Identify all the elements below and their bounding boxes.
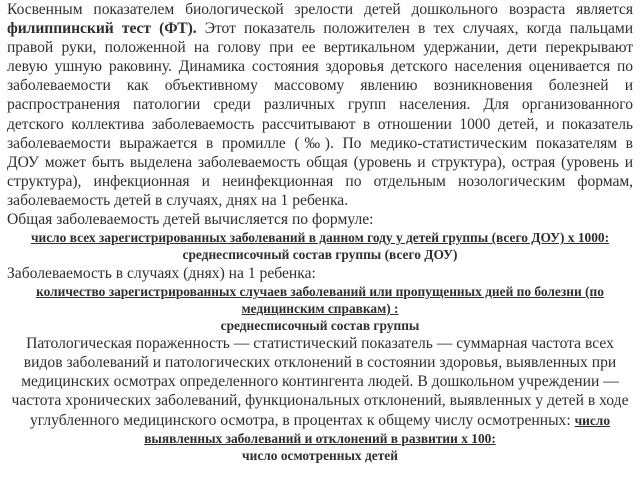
text-line: детского коллектива заболеваемость рассчитывают в отношении 1000 детей, и показатель (7, 115, 633, 133)
formula-numerator: число всех зарегистрированных заболеваний в данном году у детей группы (всего ДОУ) х 1000: (30, 230, 610, 246)
text-line: заболеваемости как объективному массовому явлению возникновения болезней и (7, 77, 633, 95)
text-line: распространения патологии среди различных групп населения. Для организованного (7, 96, 633, 114)
text-line: ДОУ может быть выделена заболеваемость общая (уровень и структура), острая (уровень и (7, 153, 633, 171)
formula-numerator: выявленных заболеваний и отклонений в развитии х 100: (144, 430, 496, 446)
formula-denominator: число осмотренных детей (242, 447, 398, 463)
text-line: левую ушную раковину. Динамика состояния здоровья детского населения оценивается по (7, 58, 633, 76)
formula-numerator: количество зарегистрированных случаев заболеваний или пропущенных дней по болезни (по (36, 283, 604, 299)
formula-intro: Общая заболеваемость детей вычисляется по формуле: (7, 211, 374, 229)
text-line: Косвенным показателем биологической зрелости детей дошкольного возраста является (7, 1, 633, 18)
text-line: Патологическая пораженность — статистический показатель — суммарная частота всех (26, 335, 614, 353)
text-line: заболеваемости выражается в промилле (‰). По медико-статистическим показателям в (7, 134, 633, 152)
text-fragment: углубленного медицинского осмотра, в процентах к общему числу осмотренных: (29, 411, 575, 429)
paragraph-pathological-prevalence (7, 334, 633, 464)
formula-denominator: среднесписочный состав группы (всего ДОУ) (182, 247, 458, 263)
text-line (7, 19, 633, 38)
formula-cases-per-child (7, 264, 633, 335)
formula-denominator: среднесписочный состав группы (220, 317, 420, 333)
formula-general-morbidity (7, 210, 633, 263)
philippine-test-term: филиппинский тест (ФТ). (7, 20, 197, 38)
text-line: частота хронических заболеваний, функциональных отклонений, выявленных у детей в ходе (11, 392, 629, 410)
text-line: структура), инфекционная и неинфекционная по отдельным нозологическим формам, (7, 172, 633, 190)
text-line: правой руки, положенной на голову при ее вертикальном удержании, дети перекрывают (7, 39, 633, 57)
formula-numerator: медицинским справкам) : (241, 300, 399, 316)
formula-numerator: число (574, 412, 611, 428)
text-fragment: Этот показатель положителен в тех случаях, когда пальцами (196, 20, 633, 38)
paragraph-biological-maturity (7, 0, 633, 210)
text-line (7, 411, 633, 430)
text-line: медицинских осмотрах определенного контингента людей. В дошкольном учреждении — (21, 373, 619, 391)
text-line: заболеваемость детей в случаях, днях на 1 ребенка. (7, 191, 349, 209)
text-line: видов заболеваний и патологических отклонений в состоянии здоровья, выявленных при (23, 354, 617, 372)
formula-intro: Заболеваемость в случаях (днях) на 1 ребенка: (7, 264, 316, 282)
